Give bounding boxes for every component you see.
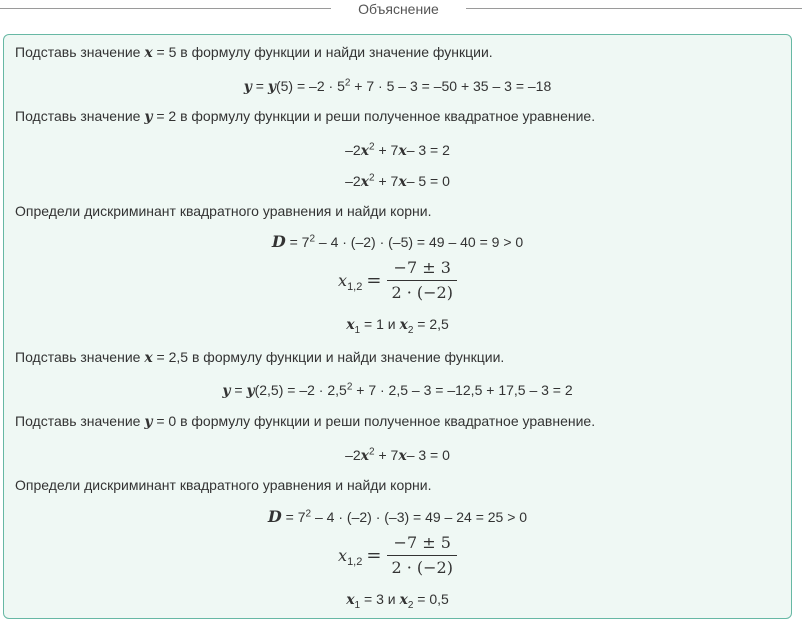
step-4-equation: $y = y(2,5) = -2 \cdot 2,5^2 + 7 \cdot 2,5 - 3 = -12,5 + 17,5 - 3 = 2$ [222, 381, 573, 399]
step-2-equation-b: $-2x^2 + 7x-$ 5 = 0 [345, 172, 450, 190]
header-divider-right [466, 8, 802, 9]
roots-fraction: $\frac{-7 \pm 5}{2 \cdot (-2)}$ [387, 533, 457, 578]
step-5-equation: $-2x^2 + 7x-$ 3 = 0 [345, 446, 450, 464]
explanation-title: Объяснение [358, 1, 439, 17]
step-3-roots: $x_1 = 1$ и $x_2 = 2,5$ [346, 316, 449, 336]
step-6-roots-formula: $x_{1,2}$ = $\frac{-7 \pm 5}{2 \cdot (-2)}$ [4, 533, 791, 578]
step-2-instruction: Подставь значение y = 2 в формулу функции и реши полученное квадратное уравнение. [15, 108, 596, 125]
header-divider-left [0, 8, 331, 9]
step-1-instruction: Подставь значение x = 5 в формулу функции и найди значение функции. [15, 44, 493, 61]
step-2-equation-a: $-2x^2 + 7x-$ 3 = 2 [345, 141, 450, 159]
step-3-discriminant: $D = 7^2 - 4 \cdot (-2) \cdot (-5) = 49 - 40 = 9 > 0$ [271, 232, 524, 251]
roots-fraction: $\frac{-7 \pm 3}{2 \cdot (-2)}$ [387, 258, 457, 303]
step-3-roots-formula: $x_{1,2}$ = $\frac{-7 \pm 3}{2 \cdot (-2)}$ [4, 258, 791, 303]
step-6-instruction: Определи дискриминант квадратного уравнения и найди корни. [15, 477, 432, 493]
step-5-instruction: Подставь значение y = 0 в формулу функции и реши полученное квадратное уравнение. [15, 413, 596, 430]
step-6-roots: $x_1 = 3$ и $x_2 = 0,5$ [346, 591, 449, 611]
roots-variable: $x_{1,2}$ [338, 271, 363, 294]
explanation-header [0, 0, 802, 20]
step-4-instruction: Подставь значение x = 2,5 в формулу функции и найди значение функции. [15, 349, 505, 366]
step-6-discriminant: $D = 7^2 - 4 \cdot (-2) \cdot (-3) = 49 - 24 = 25 > 0$ [267, 507, 528, 526]
step-3-instruction: Определи дискриминант квадратного уравнения и найди корни. [15, 203, 432, 219]
step-1-equation: $y = y(5) = -2 \cdot 5^2 + 7 \cdot 5 - 3 = -50 + 35 - 3 = -18$ [243, 77, 552, 95]
explanation-panel [3, 34, 792, 619]
roots-variable: $x_{1,2}$ [338, 546, 363, 569]
